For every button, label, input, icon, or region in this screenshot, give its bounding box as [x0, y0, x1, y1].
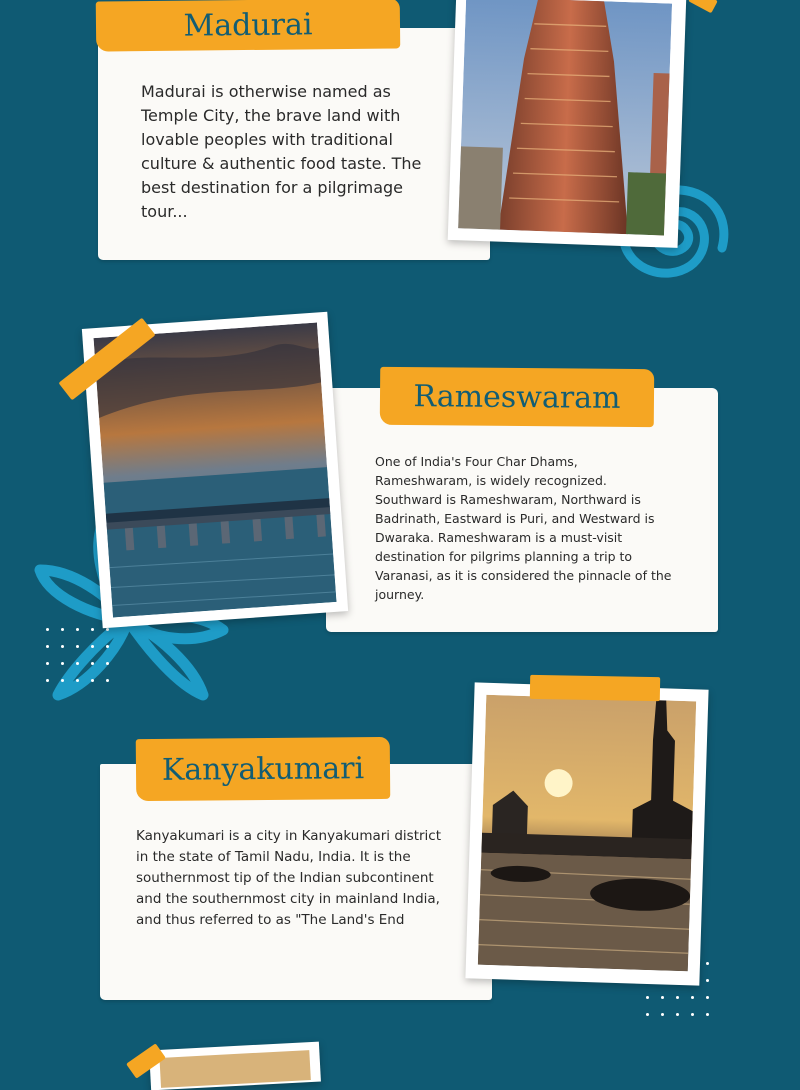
next-photo-frame [149, 1042, 321, 1090]
madurai-title-banner [96, 0, 401, 52]
rameswaram-description: One of India's Four Char Dhams, Rameshwaram, is widely recognized. Southward is Rameshwaram, Northward is Badrinath, Eastward is Puri, and Westward is Dwaraka. Rameshwaram is a must-visit destination for pilgrims planning a trip to Varanasi, as it is considered the pinnacle of the journey. [375, 454, 672, 602]
rameswaram-title-banner [380, 367, 654, 427]
rameswaram-title: Rameswaram [413, 378, 621, 416]
tape-strip [688, 0, 718, 13]
rameswaram-bridge-image [94, 323, 337, 618]
kanyakumari-title-banner [136, 737, 391, 801]
madurai-photo-frame [448, 0, 687, 248]
madurai-temple-image [458, 0, 672, 235]
madurai-description: Madurai is otherwise named as Temple City, the brave land with lovable peoples with traditional culture & authentic food taste. The best destination for a pilgrimage tour... [141, 82, 422, 221]
kanyakumari-description: Kanyakumari is a city in Kanyakumari district in the state of Tamil Nadu, India. It is the southernmost tip of the Indian subcontinent and the southernmost city in mainland India, and thus referred to as "The Land's End [136, 828, 442, 928]
tape-strip [530, 675, 660, 701]
kanyakumari-photo-frame [465, 682, 708, 985]
madurai-title: Madurai [183, 6, 313, 44]
dot-pattern-left [46, 628, 116, 688]
kanyakumari-sunset-image [478, 695, 696, 971]
kanyakumari-title: Kanyakumari [161, 750, 365, 788]
